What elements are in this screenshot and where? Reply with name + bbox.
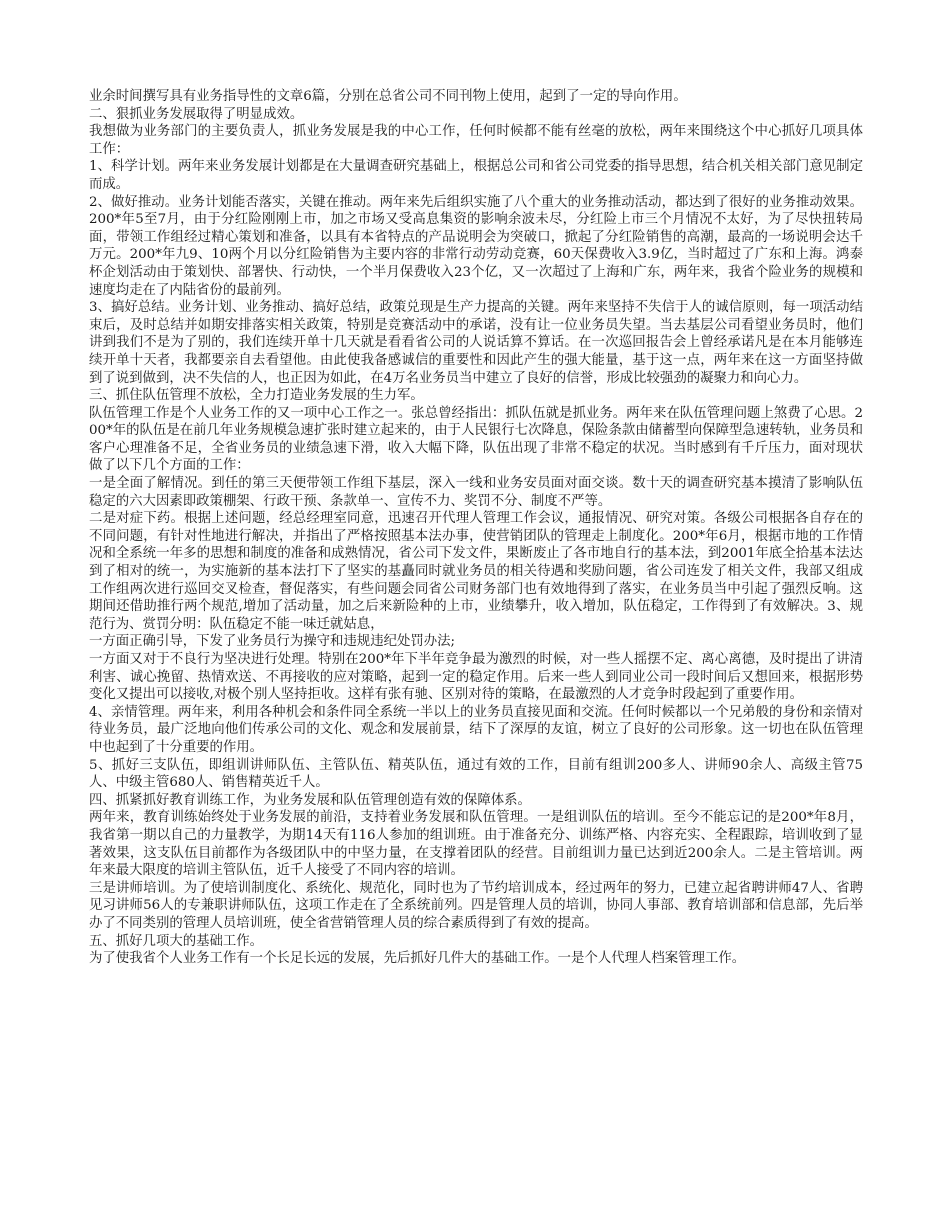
paragraph-scientific-planning: 1、科学计划。两年来业务发展计划都是在大量调查研究基础上，根据总公司和省公司党委的指导思想，结合机关相关部门意见制定而成。	[89, 159, 863, 192]
paragraph-intro-responsibility: 我想做为业务部门的主要负责人，抓业务发展是我的中心工作，任何时候都不能有丝毫的放松，两年来围绕这个中心抓好几项具体工作：	[89, 124, 863, 157]
paragraph-promotion: 2、做好推动。业务计划能否落实，关键在推动。两年来先后组织实施了八个重大的业务推动活动，都达到了很好的业务推动效果。200*年5至7月，由于分红险刚刚上市，加之市场又受高息集资的影响余波未尽，分红险上市三个月情况不太好，为了尽快扭转局面，带领工作组经过精心策划和准备，以具有本省特点的产品说明会为突破口，掀起了分红险销售的高潮，最高的一场说明会达千万元。200*年九9、10两个月以分红险销售为主要内容的非常行动劳动竞赛，60天保费收入3.9亿，当时超过了广东和上海。鸿泰杯企划活动由于策划快、部署快、行动快，一个半月保费收入23个亿，又一次超过了上海和广东，两年来，我省个险业务的规模和速度均走在了内陆省份的最前列。	[89, 194, 863, 298]
paragraph-family-management: 4、亲情管理。两年来，利用各种机会和条件同全系统一半以上的业务员直接见面和交流。任何时候都以一个兄弟般的身份和亲情对待业务员，最广泛地向他们传承公司的文化、观念和发展前景，结下了深厚的友谊，树立了良好的公司形象。这一切也在队伍管理中也起到了十分重要的作用。	[89, 704, 863, 755]
heading-business-development: 二、狠抓业务发展取得了明显成效。	[89, 106, 304, 122]
paragraph-remedy: 二是对症下药。根据上述问题，经总经理室同意，迅速召开代理人管理工作会议，通报情况、研究对策。各级公司根据各自存在的不同问题，有针对性地进行解决，并指出了严格按照基本法办事，使营销团队的管理走上制度化。200*年6月，根据市地的工作情况和全系统一年多的思想和制度的准备和成熟情况，省公司下发文件，果断废止了各市地自行的基本法，到2001年底全拾基本法达到了相对的统一，为实施新的基本法打下了坚实的基矗同时就业务员的相关待遇和奖励问题，省公司连发了相关文件，我部又组成工作组两次进行巡回交叉检查，督促落实，有些问题会同省公司财务部门也有效地得到了落实，在业务员当中引起了强烈反响。这期间还借助推行两个规范,增加了活动量，加之后来新险种的上市，业绩攀升，收入增加，队伍稳定，工作得到了有效解决。3、规范行为、赏罚分明：队伍稳定不能一味迁就姑息，	[89, 511, 863, 632]
heading-education-training: 四、抓紧抓好教育训练工作，为业务发展和队伍管理创造有效的保障体系。	[89, 792, 531, 808]
paragraph-team-management-intro: 队伍管理工作是个人业务工作的又一项中心工作之一。张总曾经指出：抓队伍就是抓业务。两年来在队伍管理问题上煞费了心思。200*年的队伍是在前几年业务规模急速扩张时建立起来的，由于人民银行七次降息，保险条款由储蓄型向保障型急速转轨，业务员和客户心理准备不足，全省业务员的业绩急速下滑，收入大幅下降，队伍出现了非常不稳定的状况。当时感到有千斤压力，面对现状做了以下几个方面的工作：	[89, 405, 863, 474]
paragraph-understand-situation: 一是全面了解情况。到任的第三天便带领工作组下基层，深入一线和业务安员面对面交谈。数十天的调查研究基本摸清了影响队伍稳定的六大因素即政策棚架、行政干预、条款单一、宣传不力、奖罚不分、制度不严等。	[89, 476, 863, 509]
paragraph-discipline: 一方面又对于不良行为坚决进行处理。特别在200*年下半年竞争最为激烈的时候，对一些人摇摆不定、离心离德，及时提出了讲清利害、诚心挽留、热情欢送、不再接收的应对策略，起到一定的稳定作用。后来一些人到同业公司一段时间后又想回来，根据形势变化又提出可以接收,对极个别人坚持拒收。这样有张有驰、区别对待的策略，在最激烈的人才竞争时段起到了重要作用。	[89, 652, 863, 703]
paragraph-lecturer-training: 三是讲师培训。为了使培训制度化、系统化、规范化，同时也为了节约培训成本，经过两年的努力，已建立起省聘讲师47人、省聘见习讲师56人的专兼职讲师队伍，这项工作走在了全系统前列。四是管理人员的培训，协同人事部、教育培训部和信息部，先后举办了不同类别的管理人员培训班，使全省营销管理人员的综合素质得到了有效的提高。	[89, 880, 863, 931]
paragraph-training-overview: 两年来，教育训练始终处于业务发展的前沿，支持着业务发展和队伍管理。一是组训队伍的培训。至今不能忘记的是200*年8月，我省第一期以自己的力量教学，为期14天有116人参加的组训班。由于准备充分、训练严格、内容充实、全程跟踪，培训收到了显著效果，这支队伍目前都作为各级团队中的中坚力量，在支撑着团队的经营。目前组训力量已达到近200余人。二是主管培训。两年来最大限度的培训主管队伍，近千人接受了不同内容的培训。	[89, 810, 863, 879]
paragraph-summary: 3、搞好总结。业务计划、业务推动、搞好总结，政策兑现是生产力提高的关键。两年来坚持不失信于人的诚信原则，每一项活动结束后，及时总结并如期安排落实相关政策，特别是竞赛活动中的承诺，没有让一位业务员失望。当去基层公司看望业务员时，他们讲到我们不是为了别的，我们连续开单十几天就是看看省公司的人说话算不算话。在一次巡回报告会上曾经承诺凡是在本月能够连续开单十天者，我都要亲自去看望他。由此使我备感诚信的重要性和因此产生的强大能量，基于这一点，两年来在这一方面坚持做到了说到做到，决不失信的人，也正因为如此，在4万名业务员当中建立了良好的信誉，形成比较强劲的凝聚力和向心力。	[89, 300, 863, 386]
paragraph-guidance: 一方面正确引导，下发了业务员行为操守和违规违纪处罚办法;	[89, 634, 456, 650]
paragraph-foundation-work: 为了使我省个人业务工作有一个长足长远的发展，先后抓好几件大的基础工作。一是个人代理人档案管理工作。	[89, 951, 746, 967]
document-body	[89, 88, 863, 968]
paragraph-writing-articles: 业余时间撰写具有业务指导性的文章6篇，分别在总省公司不同刊物上使用，起到了一定的导向作用。	[89, 89, 687, 104]
paragraph-three-teams: 5、抓好三支队伍，即组训讲师队伍、主管队伍、精英队伍，通过有效的工作，目前有组训200多人、讲师90余人、高级主管75人、中级主管680人、销售精英近千人。	[89, 757, 863, 791]
heading-foundation-work: 五、抓好几项大的基础工作。	[89, 933, 264, 949]
heading-team-management: 三、抓住队伍管理不放松，全力打造业务发展的生力军。	[89, 388, 424, 404]
